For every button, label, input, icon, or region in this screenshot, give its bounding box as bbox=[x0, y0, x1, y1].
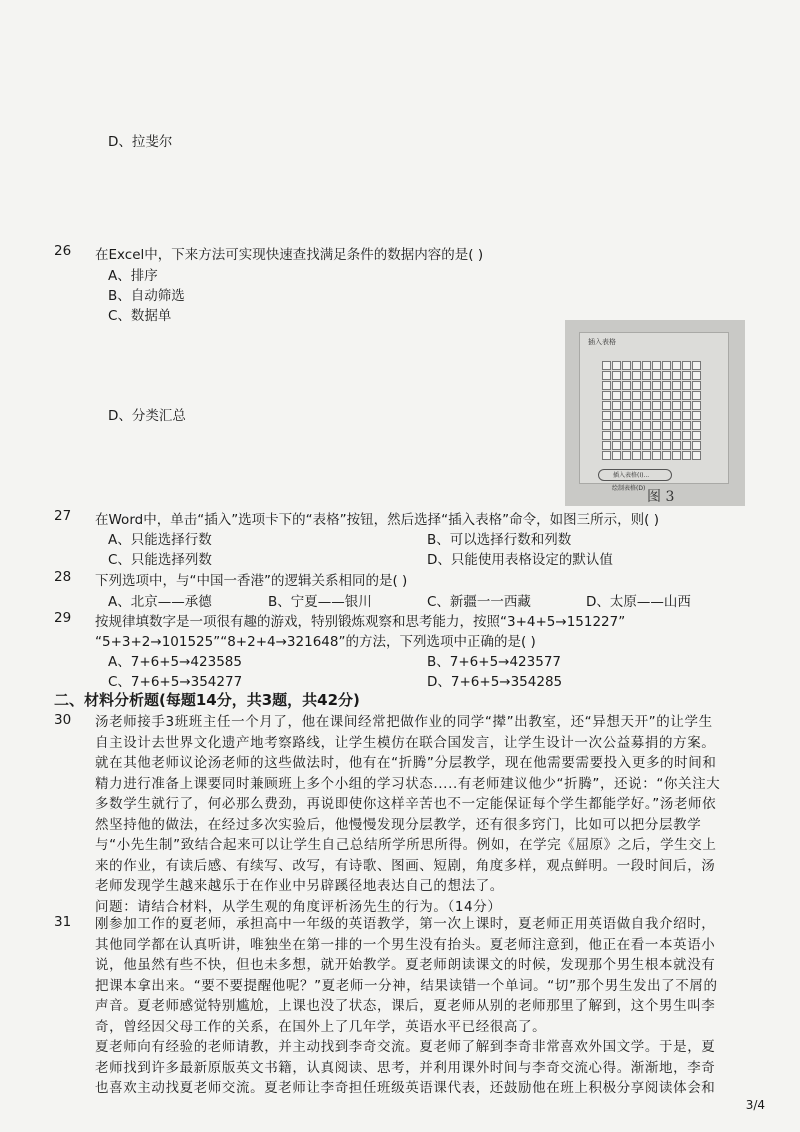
table-grid-cell bbox=[682, 411, 691, 420]
q26-option-c: C、数据单 bbox=[108, 308, 172, 324]
table-grid-cell bbox=[622, 421, 631, 430]
table-grid-cell bbox=[652, 371, 661, 380]
table-grid-cell bbox=[632, 361, 641, 370]
table-grid-cell bbox=[672, 391, 681, 400]
table-grid-cell bbox=[622, 401, 631, 410]
table-grid-cell bbox=[652, 441, 661, 450]
table-grid-cell bbox=[642, 451, 651, 460]
table-grid-cell bbox=[692, 371, 701, 380]
table-grid-cell bbox=[662, 431, 671, 440]
table-grid-cell bbox=[632, 401, 641, 410]
question-27-stem: 在Word中，单击“插入”选项卡下的“表格”按钮，然后选择“插入表格”命令，如图三所示，则( ) bbox=[95, 512, 659, 528]
table-grid-cell bbox=[692, 411, 701, 420]
table-grid-cell bbox=[682, 391, 691, 400]
table-grid-cell bbox=[612, 451, 621, 460]
insert-table-panel bbox=[579, 332, 729, 492]
page-number: 3/4 bbox=[745, 1098, 765, 1112]
table-grid-cell bbox=[602, 371, 611, 380]
table-grid-cell bbox=[662, 411, 671, 420]
table-grid-cell bbox=[682, 451, 691, 460]
question-30-text: 汤老师接手3班班主任一个月了，他在课间经常把做作业的同学“撵”出教室，还“异想天开”的让学生自主设计去世界文化遗产地考察路线，让学生模仿在联合国发言，让学生设计一次公益募捐的方案。就在其他老师议论汤老师的这些做法时，他有在“折腾”分层教学，现在他需要需要投入更多的时间和精力进行准备上课要同时兼顾班上多个小组的学习状态.....有老师建议他少“折腾”，还说：“你关注大多数学生就行了，何必那么费劲，再说即使你这样辛苦也不一定能保证每个学生都能学好。”汤老师依然坚持他的做法，在经过多次实验后，他慢慢发现分层教学，还有很多窍门，比如可以把分层教学与“小先生制”致结合起来可以让学生自己总结所学所思所得。例如，在学完《屈原》之后，学生交上来的作业，有读后感、有续写、改写，有诗歌、图画、短剧，角度多样，观点鲜明。一段时间后，汤老师发现学生越来越乐于在作业中另辟蹊径地表达自己的想法了。 bbox=[95, 714, 721, 894]
table-grid-cell bbox=[682, 441, 691, 450]
question-28-number: 28 bbox=[54, 569, 72, 585]
table-grid-cell bbox=[692, 391, 701, 400]
question-30-number: 30 bbox=[54, 712, 72, 728]
table-grid-cell bbox=[682, 361, 691, 370]
question-29-number: 29 bbox=[54, 610, 72, 626]
table-grid-cell bbox=[692, 441, 701, 450]
table-grid-cell bbox=[642, 431, 651, 440]
table-grid-cell bbox=[682, 431, 691, 440]
table-grid-cell bbox=[662, 361, 671, 370]
table-grid-cell bbox=[692, 431, 701, 440]
table-grid-cell bbox=[602, 431, 611, 440]
table-grid-cell bbox=[652, 381, 661, 390]
table-grid-cell bbox=[682, 381, 691, 390]
table-grid-cell bbox=[642, 421, 651, 430]
table-grid-cell bbox=[602, 451, 611, 460]
insert-table-menu-item: 插入表格(I)... bbox=[598, 469, 672, 481]
table-grid-cell bbox=[602, 381, 611, 390]
table-grid-cell bbox=[612, 431, 621, 440]
table-grid-cell bbox=[612, 421, 621, 430]
section-2-heading: 二、材料分析题(每题14分，共3题，共42分) bbox=[54, 691, 360, 709]
table-grid-cell bbox=[632, 451, 641, 460]
table-grid-cell bbox=[622, 451, 631, 460]
q29-option-b: B、7+6+5→423577 bbox=[427, 654, 561, 670]
table-grid-cell bbox=[612, 361, 621, 370]
table-grid-cell bbox=[642, 381, 651, 390]
table-grid-cell bbox=[672, 431, 681, 440]
table-grid-cell bbox=[642, 391, 651, 400]
table-grid-cell bbox=[632, 381, 641, 390]
table-grid-cell bbox=[682, 421, 691, 430]
table-grid-cell bbox=[652, 411, 661, 420]
question-31-number: 31 bbox=[54, 914, 72, 930]
q26-option-b: B、自动筛选 bbox=[108, 288, 185, 304]
table-grid-cell bbox=[672, 371, 681, 380]
table-grid-cell bbox=[672, 441, 681, 450]
table-grid-cell bbox=[622, 431, 631, 440]
table-grid-cell bbox=[652, 421, 661, 430]
question-26-number: 26 bbox=[54, 243, 72, 259]
table-grid-cell bbox=[662, 381, 671, 390]
table-grid-cell bbox=[672, 411, 681, 420]
table-grid-cell bbox=[612, 411, 621, 420]
q28-option-d: D、太原——山西 bbox=[586, 594, 691, 610]
table-grid bbox=[602, 361, 700, 459]
table-grid-cell bbox=[612, 381, 621, 390]
table-grid-cell bbox=[642, 361, 651, 370]
question-29-stem-line1: 按规律填数字是一项很有趣的游戏，特别锻炼观察和思考能力，按照“3+4+5→151227” bbox=[95, 614, 626, 630]
table-grid-cell bbox=[662, 451, 671, 460]
table-grid-cell bbox=[632, 421, 641, 430]
table-grid-cell bbox=[632, 411, 641, 420]
q27-option-c: C、只能选择列数 bbox=[108, 552, 212, 568]
table-grid-cell bbox=[612, 371, 621, 380]
table-grid-cell bbox=[692, 421, 701, 430]
table-grid-cell bbox=[632, 441, 641, 450]
table-grid-cell bbox=[642, 401, 651, 410]
table-grid-cell bbox=[662, 401, 671, 410]
table-grid-cell bbox=[682, 371, 691, 380]
q29-option-d: D、7+6+5→354285 bbox=[427, 674, 563, 690]
table-grid-cell bbox=[632, 431, 641, 440]
q29-option-a: A、7+6+5→423585 bbox=[108, 654, 242, 670]
question-30-material bbox=[95, 712, 723, 917]
table-grid-cell bbox=[652, 431, 661, 440]
table-grid-cell bbox=[672, 401, 681, 410]
table-grid-cell bbox=[662, 371, 671, 380]
table-grid-cell bbox=[622, 371, 631, 380]
q28-option-b: B、宁夏——银川 bbox=[268, 594, 372, 610]
table-grid-cell bbox=[622, 381, 631, 390]
table-grid-cell bbox=[672, 361, 681, 370]
table-grid-cell bbox=[692, 381, 701, 390]
question-27-number: 27 bbox=[54, 508, 72, 524]
table-grid-cell bbox=[672, 421, 681, 430]
question-31-paragraph-1: 刚参加工作的夏老师，承担高中一年级的英语教学，第一次上课时，夏老师正用英语做自我介绍时，其他同学都在认真听讲，唯独坐在第一排的一个男生没有抬头。夏老师注意到，他正在看一本英语小说，他虽然有些不快，但也未多想，就开始教学。夏老师朗读课文的时候，发现那个男生根本就没有把课本拿出来。“要不要提醒他呢？”夏老师一分神，结果读错一个单词。“切”那个男生发出了不屑的声音。夏老师感觉特别尴尬，上课也没了状态，课后，夏老师从别的老师那里了解到，这个男生叫李奇，曾经因父母工作的关系，在国外上了几年学，英语水平已经很高了。 bbox=[95, 916, 718, 1035]
table-grid-cell bbox=[612, 391, 621, 400]
question-31-material bbox=[95, 914, 723, 1099]
table-grid-cell bbox=[622, 441, 631, 450]
question-30-question: 问题：请结合材料，从学生观的角度评析汤先生的行为。（14分） bbox=[95, 898, 502, 915]
question-29-stem-line2: “5+3+2→101525”“8+2+4→321648”的方法，下列选项中正确的是( ) bbox=[95, 634, 536, 650]
table-grid-cell bbox=[602, 421, 611, 430]
table-grid-cell bbox=[612, 441, 621, 450]
question-31-paragraph-2: 夏老师向有经验的老师请教，并主动找到李奇交流。夏老师了解到李奇非常喜欢外国文学。于是，夏老师找到许多最新原版英文书籍，认真阅读、思考，并利用课外时间与李奇交流心得。渐渐地，李奇也喜欢主动找夏老师交流。夏老师让李奇担任班级英语课代表，还鼓励他在班上积极分享阅读体会和 bbox=[95, 1039, 716, 1096]
q27-option-b: B、可以选择行数和列数 bbox=[427, 532, 572, 548]
table-grid-cell bbox=[682, 401, 691, 410]
table-grid-cell bbox=[612, 401, 621, 410]
table-grid-cell bbox=[622, 391, 631, 400]
insert-table-panel-title: 插入表格 bbox=[588, 338, 616, 346]
table-grid-cell bbox=[662, 421, 671, 430]
table-grid-cell bbox=[602, 411, 611, 420]
table-grid-cell bbox=[692, 451, 701, 460]
q28-option-c: C、新疆一一西藏 bbox=[427, 594, 531, 610]
q27-option-a: A、只能选择行数 bbox=[108, 532, 212, 548]
figure-caption: 图 3 bbox=[647, 489, 675, 505]
table-grid-cell bbox=[672, 381, 681, 390]
table-grid-cell bbox=[632, 391, 641, 400]
table-grid-cell bbox=[652, 361, 661, 370]
table-grid-cell bbox=[602, 391, 611, 400]
figure-3-insert-table-image bbox=[565, 320, 745, 506]
table-grid-cell bbox=[602, 441, 611, 450]
table-grid-cell bbox=[652, 451, 661, 460]
question-26-stem: 在Excel中，下来方法可实现快速查找满足条件的数据内容的是( ) bbox=[95, 247, 484, 263]
table-grid-cell bbox=[602, 401, 611, 410]
table-grid-cell bbox=[602, 361, 611, 370]
draw-table-menu-item: 绘制表格(D) bbox=[612, 485, 646, 492]
table-grid-cell bbox=[642, 441, 651, 450]
table-grid-cell bbox=[622, 361, 631, 370]
table-grid-cell bbox=[642, 411, 651, 420]
q28-option-a: A、北京——承德 bbox=[108, 594, 212, 610]
table-grid-cell bbox=[692, 401, 701, 410]
table-grid-cell bbox=[662, 441, 671, 450]
table-grid-cell bbox=[662, 391, 671, 400]
q26-option-d: D、分类汇总 bbox=[108, 408, 186, 424]
table-grid-cell bbox=[642, 371, 651, 380]
table-grid-cell bbox=[672, 451, 681, 460]
q26-option-a: A、排序 bbox=[108, 268, 158, 284]
q25-option-d: D、拉斐尔 bbox=[108, 134, 173, 150]
question-28-stem: 下列选项中，与“中国一香港”的逻辑关系相同的是( ) bbox=[95, 573, 408, 589]
table-grid-cell bbox=[632, 371, 641, 380]
table-grid-cell bbox=[622, 411, 631, 420]
table-grid-cell bbox=[692, 361, 701, 370]
q27-option-d: D、只能使用表格设定的默认值 bbox=[427, 552, 613, 568]
q29-option-c: C、7+6+5→354277 bbox=[108, 674, 243, 690]
table-grid-cell bbox=[652, 401, 661, 410]
table-grid-cell bbox=[652, 391, 661, 400]
